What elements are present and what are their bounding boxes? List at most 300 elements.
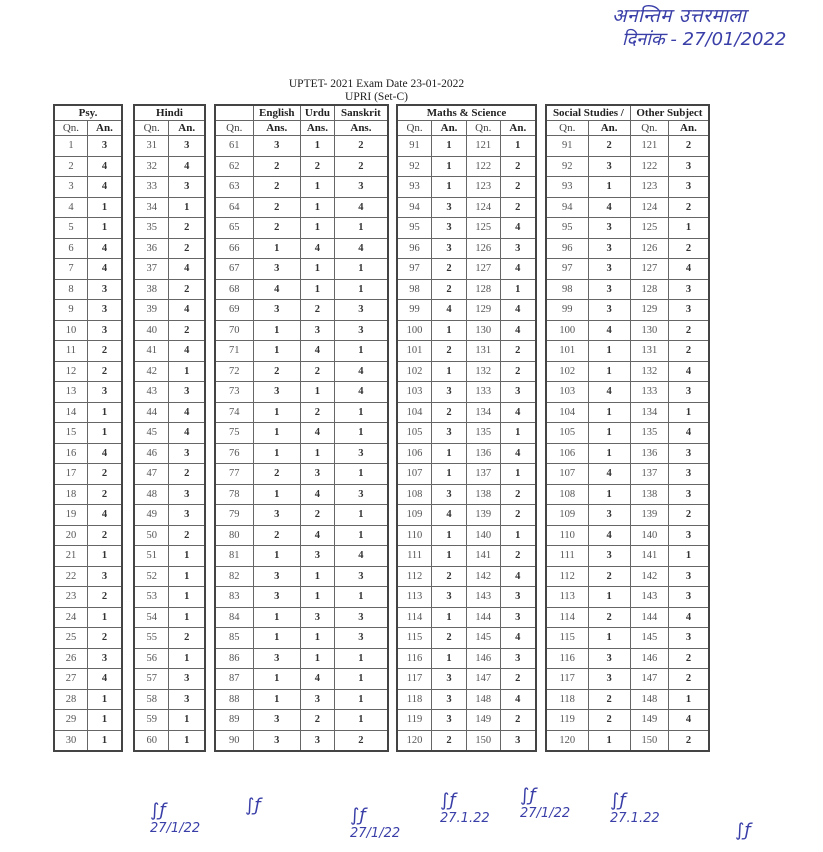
answer-key: 4 bbox=[668, 423, 709, 444]
table-row bbox=[546, 525, 709, 546]
question-number: 44 bbox=[134, 402, 169, 423]
answer-key: 1 bbox=[87, 197, 122, 218]
question-number: 125 bbox=[630, 218, 668, 239]
answer-key: 1 bbox=[500, 423, 536, 444]
answer-key: 4 bbox=[169, 402, 205, 423]
answer-key: 1 bbox=[169, 566, 205, 587]
col-qn: Qn. bbox=[397, 121, 432, 136]
question-number: 90 bbox=[215, 730, 253, 751]
table-row bbox=[134, 689, 205, 710]
answer-key: 2 bbox=[169, 279, 205, 300]
question-number: 147 bbox=[466, 669, 500, 690]
answer-key: 3 bbox=[253, 710, 300, 731]
answer-key: 3 bbox=[87, 300, 122, 321]
table-row bbox=[546, 464, 709, 485]
question-number: 94 bbox=[546, 197, 588, 218]
other-subject-title: Other Subject bbox=[630, 105, 709, 121]
question-number: 45 bbox=[134, 423, 169, 444]
answer-key: 1 bbox=[87, 689, 122, 710]
question-number: 3 bbox=[54, 177, 87, 198]
answer-key: 2 bbox=[500, 177, 536, 198]
table-row bbox=[546, 177, 709, 198]
table-row bbox=[134, 300, 205, 321]
answer-key: 2 bbox=[668, 648, 709, 669]
question-number: 146 bbox=[466, 648, 500, 669]
question-number: 99 bbox=[397, 300, 432, 321]
answer-key: 1 bbox=[169, 197, 205, 218]
question-number: 115 bbox=[546, 628, 588, 649]
question-number: 121 bbox=[630, 136, 668, 157]
answer-key: 1 bbox=[334, 341, 388, 362]
answer-key: 3 bbox=[588, 505, 630, 526]
question-number: 1 bbox=[54, 136, 87, 157]
answer-key: 3 bbox=[668, 443, 709, 464]
table-row bbox=[397, 238, 536, 259]
table-row bbox=[546, 218, 709, 239]
answer-key: 3 bbox=[432, 689, 467, 710]
answer-key: 1 bbox=[432, 464, 467, 485]
table-row bbox=[134, 423, 205, 444]
table-row bbox=[215, 136, 388, 157]
table-row bbox=[397, 628, 536, 649]
answer-key: 2 bbox=[432, 259, 467, 280]
question-number: 126 bbox=[466, 238, 500, 259]
question-number: 128 bbox=[466, 279, 500, 300]
question-number: 26 bbox=[54, 648, 87, 669]
answer-key: 4 bbox=[334, 197, 388, 218]
answer-key: 1 bbox=[87, 710, 122, 731]
table-row bbox=[397, 607, 536, 628]
question-number: 103 bbox=[397, 382, 432, 403]
answer-key: 4 bbox=[300, 669, 334, 690]
answer-key: 3 bbox=[87, 136, 122, 157]
question-number: 98 bbox=[397, 279, 432, 300]
question-number: 107 bbox=[546, 464, 588, 485]
answer-key: 1 bbox=[588, 484, 630, 505]
answer-key: 3 bbox=[300, 607, 334, 628]
table-row bbox=[134, 484, 205, 505]
question-number: 145 bbox=[630, 628, 668, 649]
table-row bbox=[134, 259, 205, 280]
table-row bbox=[397, 320, 536, 341]
table-row bbox=[134, 505, 205, 526]
answer-key: 2 bbox=[668, 136, 709, 157]
signature: ∫ƒ 27/1/22 bbox=[350, 805, 401, 841]
answer-key: 1 bbox=[87, 402, 122, 423]
answer-key: 2 bbox=[87, 628, 122, 649]
question-number: 115 bbox=[397, 628, 432, 649]
question-number: 67 bbox=[215, 259, 253, 280]
question-number: 102 bbox=[397, 361, 432, 382]
answer-key: 2 bbox=[300, 361, 334, 382]
table-row bbox=[54, 361, 122, 382]
answer-key: 2 bbox=[588, 710, 630, 731]
answer-key: 3 bbox=[169, 443, 205, 464]
answer-key: 2 bbox=[668, 197, 709, 218]
question-number: 131 bbox=[630, 341, 668, 362]
table-row bbox=[54, 341, 122, 362]
table-row bbox=[397, 136, 536, 157]
question-number: 110 bbox=[397, 525, 432, 546]
answer-key: 2 bbox=[253, 525, 300, 546]
table-row bbox=[397, 177, 536, 198]
answer-key: 1 bbox=[334, 464, 388, 485]
table-row bbox=[546, 587, 709, 608]
answer-key: 3 bbox=[432, 423, 467, 444]
table-row bbox=[215, 628, 388, 649]
table-row bbox=[54, 320, 122, 341]
question-number: 61 bbox=[215, 136, 253, 157]
answer-key: 4 bbox=[334, 546, 388, 567]
question-number: 97 bbox=[397, 259, 432, 280]
table-row bbox=[215, 259, 388, 280]
question-number: 122 bbox=[630, 156, 668, 177]
table-row bbox=[215, 402, 388, 423]
table-row bbox=[546, 546, 709, 567]
answer-key: 1 bbox=[300, 628, 334, 649]
table-row bbox=[134, 710, 205, 731]
question-number: 150 bbox=[466, 730, 500, 751]
table-row bbox=[546, 361, 709, 382]
question-number: 80 bbox=[215, 525, 253, 546]
table-row bbox=[54, 238, 122, 259]
table-row bbox=[215, 423, 388, 444]
answer-key: 3 bbox=[334, 443, 388, 464]
answer-key: 1 bbox=[169, 587, 205, 608]
answer-key: 1 bbox=[253, 238, 300, 259]
question-number: 148 bbox=[630, 689, 668, 710]
answer-key: 2 bbox=[500, 505, 536, 526]
question-number: 78 bbox=[215, 484, 253, 505]
question-number: 66 bbox=[215, 238, 253, 259]
answer-key: 4 bbox=[500, 443, 536, 464]
table-row bbox=[134, 361, 205, 382]
question-number: 59 bbox=[134, 710, 169, 731]
col-an: An. bbox=[668, 121, 709, 136]
question-number: 53 bbox=[134, 587, 169, 608]
table-row bbox=[546, 628, 709, 649]
question-number: 82 bbox=[215, 566, 253, 587]
answer-key: 2 bbox=[253, 218, 300, 239]
table-row bbox=[54, 177, 122, 198]
table-row bbox=[546, 197, 709, 218]
question-number: 85 bbox=[215, 628, 253, 649]
col-an: An. bbox=[500, 121, 536, 136]
answer-key: 3 bbox=[432, 238, 467, 259]
question-number: 104 bbox=[397, 402, 432, 423]
answer-key: 4 bbox=[668, 710, 709, 731]
table-row bbox=[215, 218, 388, 239]
answer-key: 3 bbox=[500, 648, 536, 669]
table-row bbox=[134, 464, 205, 485]
col-ans: Ans. bbox=[334, 121, 388, 136]
answer-key: 3 bbox=[668, 484, 709, 505]
question-number: 138 bbox=[466, 484, 500, 505]
question-number: 63 bbox=[215, 177, 253, 198]
answer-key: 1 bbox=[334, 218, 388, 239]
col-qn: Qn. bbox=[215, 121, 253, 136]
answer-key: 2 bbox=[588, 607, 630, 628]
question-number: 72 bbox=[215, 361, 253, 382]
table-row bbox=[546, 423, 709, 444]
answer-key: 2 bbox=[169, 238, 205, 259]
answer-key: 2 bbox=[432, 730, 467, 751]
table-row bbox=[134, 218, 205, 239]
table-row bbox=[397, 259, 536, 280]
table-row bbox=[215, 341, 388, 362]
question-number: 91 bbox=[397, 136, 432, 157]
table-row bbox=[54, 382, 122, 403]
question-number: 138 bbox=[630, 484, 668, 505]
question-number: 11 bbox=[54, 341, 87, 362]
question-number: 19 bbox=[54, 505, 87, 526]
table-row bbox=[215, 730, 388, 751]
answer-key: 2 bbox=[169, 628, 205, 649]
answer-key: 2 bbox=[668, 669, 709, 690]
table-row bbox=[215, 484, 388, 505]
table-row bbox=[546, 341, 709, 362]
answer-key: 1 bbox=[588, 402, 630, 423]
question-number: 149 bbox=[466, 710, 500, 731]
blank-header bbox=[215, 105, 253, 121]
answer-key: 2 bbox=[87, 341, 122, 362]
answer-key: 1 bbox=[588, 730, 630, 751]
table-row bbox=[134, 628, 205, 649]
answer-key: 2 bbox=[334, 730, 388, 751]
table-row bbox=[134, 177, 205, 198]
question-number: 31 bbox=[134, 136, 169, 157]
answer-key: 1 bbox=[432, 546, 467, 567]
table-row bbox=[215, 382, 388, 403]
question-number: 109 bbox=[546, 505, 588, 526]
question-number: 51 bbox=[134, 546, 169, 567]
question-number: 136 bbox=[466, 443, 500, 464]
question-number: 55 bbox=[134, 628, 169, 649]
question-number: 84 bbox=[215, 607, 253, 628]
table-row bbox=[54, 279, 122, 300]
question-number: 6 bbox=[54, 238, 87, 259]
answer-key: 1 bbox=[588, 361, 630, 382]
answer-key: 4 bbox=[588, 320, 630, 341]
answer-key: 4 bbox=[253, 279, 300, 300]
answer-key: 4 bbox=[334, 238, 388, 259]
table-row bbox=[546, 566, 709, 587]
answer-key: 4 bbox=[500, 402, 536, 423]
answer-key: 4 bbox=[87, 238, 122, 259]
question-number: 76 bbox=[215, 443, 253, 464]
answer-key: 3 bbox=[87, 648, 122, 669]
question-number: 41 bbox=[134, 341, 169, 362]
answer-key: 1 bbox=[588, 443, 630, 464]
question-number: 28 bbox=[54, 689, 87, 710]
table-row bbox=[134, 136, 205, 157]
question-number: 120 bbox=[546, 730, 588, 751]
table-row bbox=[134, 320, 205, 341]
question-number: 77 bbox=[215, 464, 253, 485]
question-number: 97 bbox=[546, 259, 588, 280]
table-row bbox=[54, 546, 122, 567]
table-row bbox=[54, 136, 122, 157]
question-number: 109 bbox=[397, 505, 432, 526]
answer-key: 1 bbox=[334, 710, 388, 731]
answer-key: 2 bbox=[500, 669, 536, 690]
answer-key: 2 bbox=[668, 730, 709, 751]
question-number: 119 bbox=[546, 710, 588, 731]
table-row bbox=[215, 525, 388, 546]
table-row bbox=[546, 730, 709, 751]
question-number: 95 bbox=[397, 218, 432, 239]
question-number: 64 bbox=[215, 197, 253, 218]
question-number: 16 bbox=[54, 443, 87, 464]
answer-key: 2 bbox=[253, 361, 300, 382]
question-number: 137 bbox=[466, 464, 500, 485]
table-row bbox=[54, 300, 122, 321]
answer-key: 3 bbox=[253, 300, 300, 321]
answer-key: 4 bbox=[300, 484, 334, 505]
question-number: 32 bbox=[134, 156, 169, 177]
question-number: 129 bbox=[630, 300, 668, 321]
table-row bbox=[397, 156, 536, 177]
question-number: 143 bbox=[466, 587, 500, 608]
table-row bbox=[397, 669, 536, 690]
table-row bbox=[134, 566, 205, 587]
answer-key: 3 bbox=[169, 669, 205, 690]
answer-key: 3 bbox=[668, 464, 709, 485]
col-qn: Qn. bbox=[546, 121, 588, 136]
answer-key: 4 bbox=[588, 525, 630, 546]
answer-key: 3 bbox=[169, 689, 205, 710]
question-number: 49 bbox=[134, 505, 169, 526]
table-row bbox=[54, 525, 122, 546]
answer-key: 2 bbox=[668, 505, 709, 526]
answer-key: 3 bbox=[668, 156, 709, 177]
question-number: 23 bbox=[54, 587, 87, 608]
table-row bbox=[546, 607, 709, 628]
question-number: 114 bbox=[397, 607, 432, 628]
answer-key: 2 bbox=[300, 505, 334, 526]
col-qn: Qn. bbox=[54, 121, 87, 136]
table-row bbox=[397, 443, 536, 464]
question-number: 142 bbox=[630, 566, 668, 587]
table-row bbox=[215, 587, 388, 608]
question-number: 125 bbox=[466, 218, 500, 239]
question-number: 48 bbox=[134, 484, 169, 505]
answer-key: 4 bbox=[668, 259, 709, 280]
question-number: 116 bbox=[397, 648, 432, 669]
question-number: 83 bbox=[215, 587, 253, 608]
question-number: 130 bbox=[466, 320, 500, 341]
question-number: 118 bbox=[546, 689, 588, 710]
question-number: 133 bbox=[630, 382, 668, 403]
answer-key: 1 bbox=[334, 259, 388, 280]
answer-key: 4 bbox=[500, 320, 536, 341]
signature: ∫ƒ 27/1/22 bbox=[520, 785, 571, 821]
table-row bbox=[215, 300, 388, 321]
table-row bbox=[134, 607, 205, 628]
table-row bbox=[54, 484, 122, 505]
question-number: 112 bbox=[546, 566, 588, 587]
table-row bbox=[215, 443, 388, 464]
answer-key: 3 bbox=[432, 587, 467, 608]
question-number: 120 bbox=[397, 730, 432, 751]
answer-key: 3 bbox=[500, 607, 536, 628]
answer-key: 2 bbox=[300, 300, 334, 321]
answer-key: 1 bbox=[169, 546, 205, 567]
answer-key: 3 bbox=[87, 279, 122, 300]
table-row bbox=[215, 669, 388, 690]
answer-key: 2 bbox=[334, 156, 388, 177]
answer-key: 3 bbox=[169, 382, 205, 403]
question-number: 42 bbox=[134, 361, 169, 382]
table-row bbox=[546, 259, 709, 280]
answer-key: 1 bbox=[253, 628, 300, 649]
answer-key: 3 bbox=[253, 259, 300, 280]
answer-key: 2 bbox=[668, 341, 709, 362]
question-number: 135 bbox=[630, 423, 668, 444]
answer-key: 1 bbox=[253, 689, 300, 710]
question-number: 27 bbox=[54, 669, 87, 690]
answer-key: 2 bbox=[432, 341, 467, 362]
table-row bbox=[397, 361, 536, 382]
answer-key: 4 bbox=[500, 566, 536, 587]
answer-key: 1 bbox=[500, 279, 536, 300]
answer-key: 4 bbox=[334, 361, 388, 382]
answer-key: 1 bbox=[668, 402, 709, 423]
question-number: 106 bbox=[397, 443, 432, 464]
table-row bbox=[215, 361, 388, 382]
table-row bbox=[546, 443, 709, 464]
table-row bbox=[397, 300, 536, 321]
answer-key: 3 bbox=[500, 238, 536, 259]
answer-key: 1 bbox=[432, 607, 467, 628]
answer-key: 3 bbox=[668, 177, 709, 198]
answer-key: 3 bbox=[334, 484, 388, 505]
answer-key: 4 bbox=[588, 197, 630, 218]
answer-key: 4 bbox=[87, 443, 122, 464]
answer-key: 1 bbox=[253, 341, 300, 362]
answer-key: 1 bbox=[253, 546, 300, 567]
question-number: 132 bbox=[466, 361, 500, 382]
answer-key: 3 bbox=[169, 484, 205, 505]
answer-key: 2 bbox=[253, 177, 300, 198]
answer-key: 1 bbox=[668, 218, 709, 239]
question-number: 20 bbox=[54, 525, 87, 546]
question-number: 43 bbox=[134, 382, 169, 403]
answer-key: 1 bbox=[300, 218, 334, 239]
answer-key: 4 bbox=[668, 607, 709, 628]
answer-key: 4 bbox=[500, 218, 536, 239]
table-row bbox=[397, 423, 536, 444]
table-row bbox=[397, 525, 536, 546]
question-number: 116 bbox=[546, 648, 588, 669]
question-number: 68 bbox=[215, 279, 253, 300]
maths-science-table bbox=[396, 104, 537, 752]
question-number: 12 bbox=[54, 361, 87, 382]
answer-key: 4 bbox=[169, 259, 205, 280]
answer-key: 1 bbox=[668, 546, 709, 567]
answer-key: 1 bbox=[432, 320, 467, 341]
question-number: 145 bbox=[466, 628, 500, 649]
table-row bbox=[54, 505, 122, 526]
answer-key: 1 bbox=[253, 402, 300, 423]
table-row bbox=[215, 689, 388, 710]
answer-key: 3 bbox=[668, 566, 709, 587]
signature: ∫ƒ bbox=[245, 795, 261, 816]
answer-key: 3 bbox=[300, 320, 334, 341]
answer-key: 1 bbox=[334, 402, 388, 423]
answer-key: 4 bbox=[300, 341, 334, 362]
table-row bbox=[546, 382, 709, 403]
